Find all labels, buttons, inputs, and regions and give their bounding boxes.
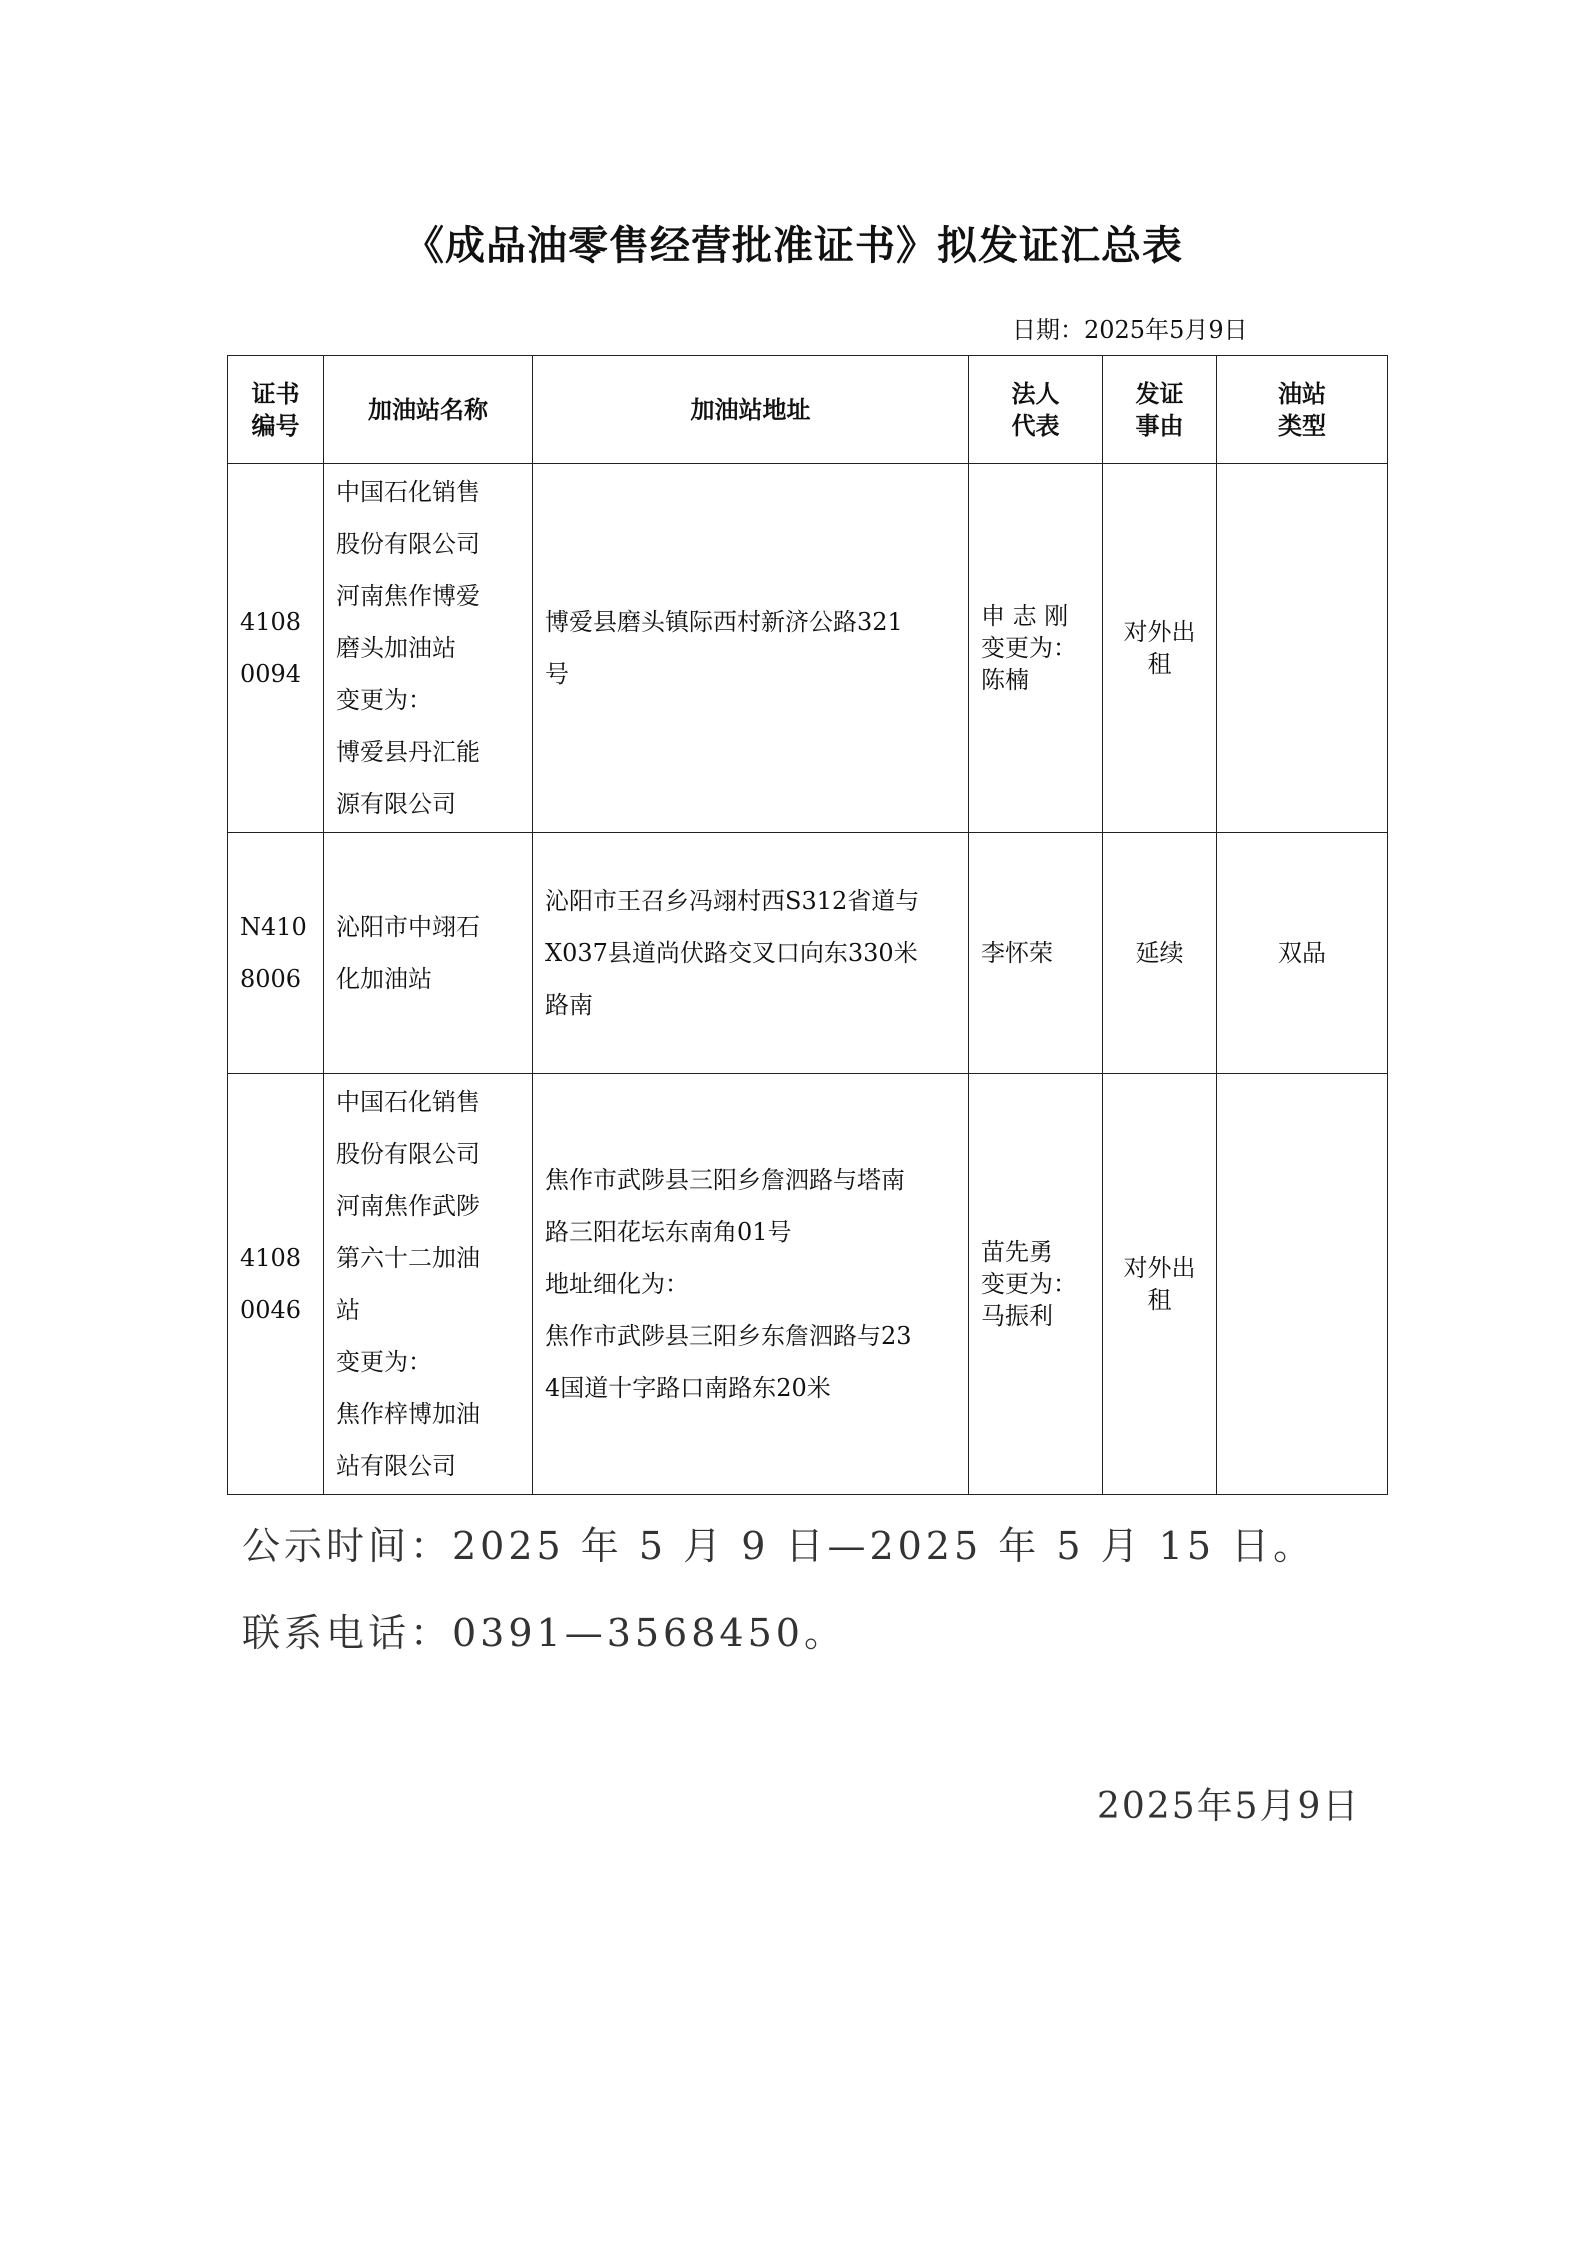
legal-rep: 申 志 刚 变更为： 陈楠	[981, 602, 1077, 694]
station-address: 博爱县磨头镇际西村新济公路321 号	[545, 608, 903, 688]
table-header-row	[228, 356, 1388, 464]
sign-date: 2025年5月9日	[1097, 1786, 1361, 1827]
issue-reason: 延续	[1135, 939, 1184, 967]
cert-no: 4108 0094	[240, 608, 302, 688]
cert-no: N410 8006	[240, 913, 307, 993]
station-name: 中国石化销售 股份有限公司 河南焦作武陟 第六十二加油 站 变更为： 焦作梓博加油 站有限公司	[336, 1088, 480, 1480]
header-reason: 发证 事由	[1135, 378, 1184, 440]
station-name: 中国石化销售 股份有限公司 河南焦作博爱 磨头加油站 变更为： 博爱县丹汇能 源有限公司	[336, 478, 480, 818]
table-row	[228, 833, 1388, 1074]
header-station-type: 油站 类型	[1278, 378, 1326, 440]
notice-period: 公示时间：2025 年 5 月 9 日—2025 年 5 月 15 日。	[242, 1524, 1316, 1568]
header-station-address: 加油站地址	[690, 394, 811, 424]
header-station-name: 加油站名称	[368, 394, 488, 424]
station-address: 沁阳市王召乡冯翊村西S312省道与 X037县道尚伏路交叉口向东330米 路南	[545, 887, 920, 1019]
header-cert-no: 证书 编号	[251, 378, 300, 440]
station-type: 双品	[1278, 939, 1326, 967]
issue-date: 日期：2025年5月9日	[1012, 316, 1248, 344]
issue-reason: 对外出 租	[1123, 1254, 1196, 1314]
issue-reason: 对外出 租	[1123, 618, 1196, 678]
station-address: 焦作市武陟县三阳乡詹泗路与塔南 路三阳花坛东南角01号 地址细化为： 焦作市武陟县三阳乡东詹泗路与23 4国道十字路口南路东20米	[545, 1166, 912, 1402]
permit-summary-table	[227, 355, 1388, 1495]
legal-rep: 苗先勇 变更为： 马振利	[981, 1238, 1077, 1330]
notice-phone: 联系电话：0391—3568450。	[242, 1611, 846, 1655]
legal-rep: 李怀荣	[981, 939, 1053, 967]
station-name: 沁阳市中翊石 化加油站	[336, 913, 480, 993]
table-row	[228, 1074, 1388, 1495]
cert-no: 4108 0046	[240, 1244, 302, 1324]
table-row	[228, 464, 1388, 833]
header-legal-rep: 法人 代表	[1011, 378, 1060, 440]
page-title: 《成品油零售经营批准证书》拟发证汇总表	[404, 222, 1183, 269]
